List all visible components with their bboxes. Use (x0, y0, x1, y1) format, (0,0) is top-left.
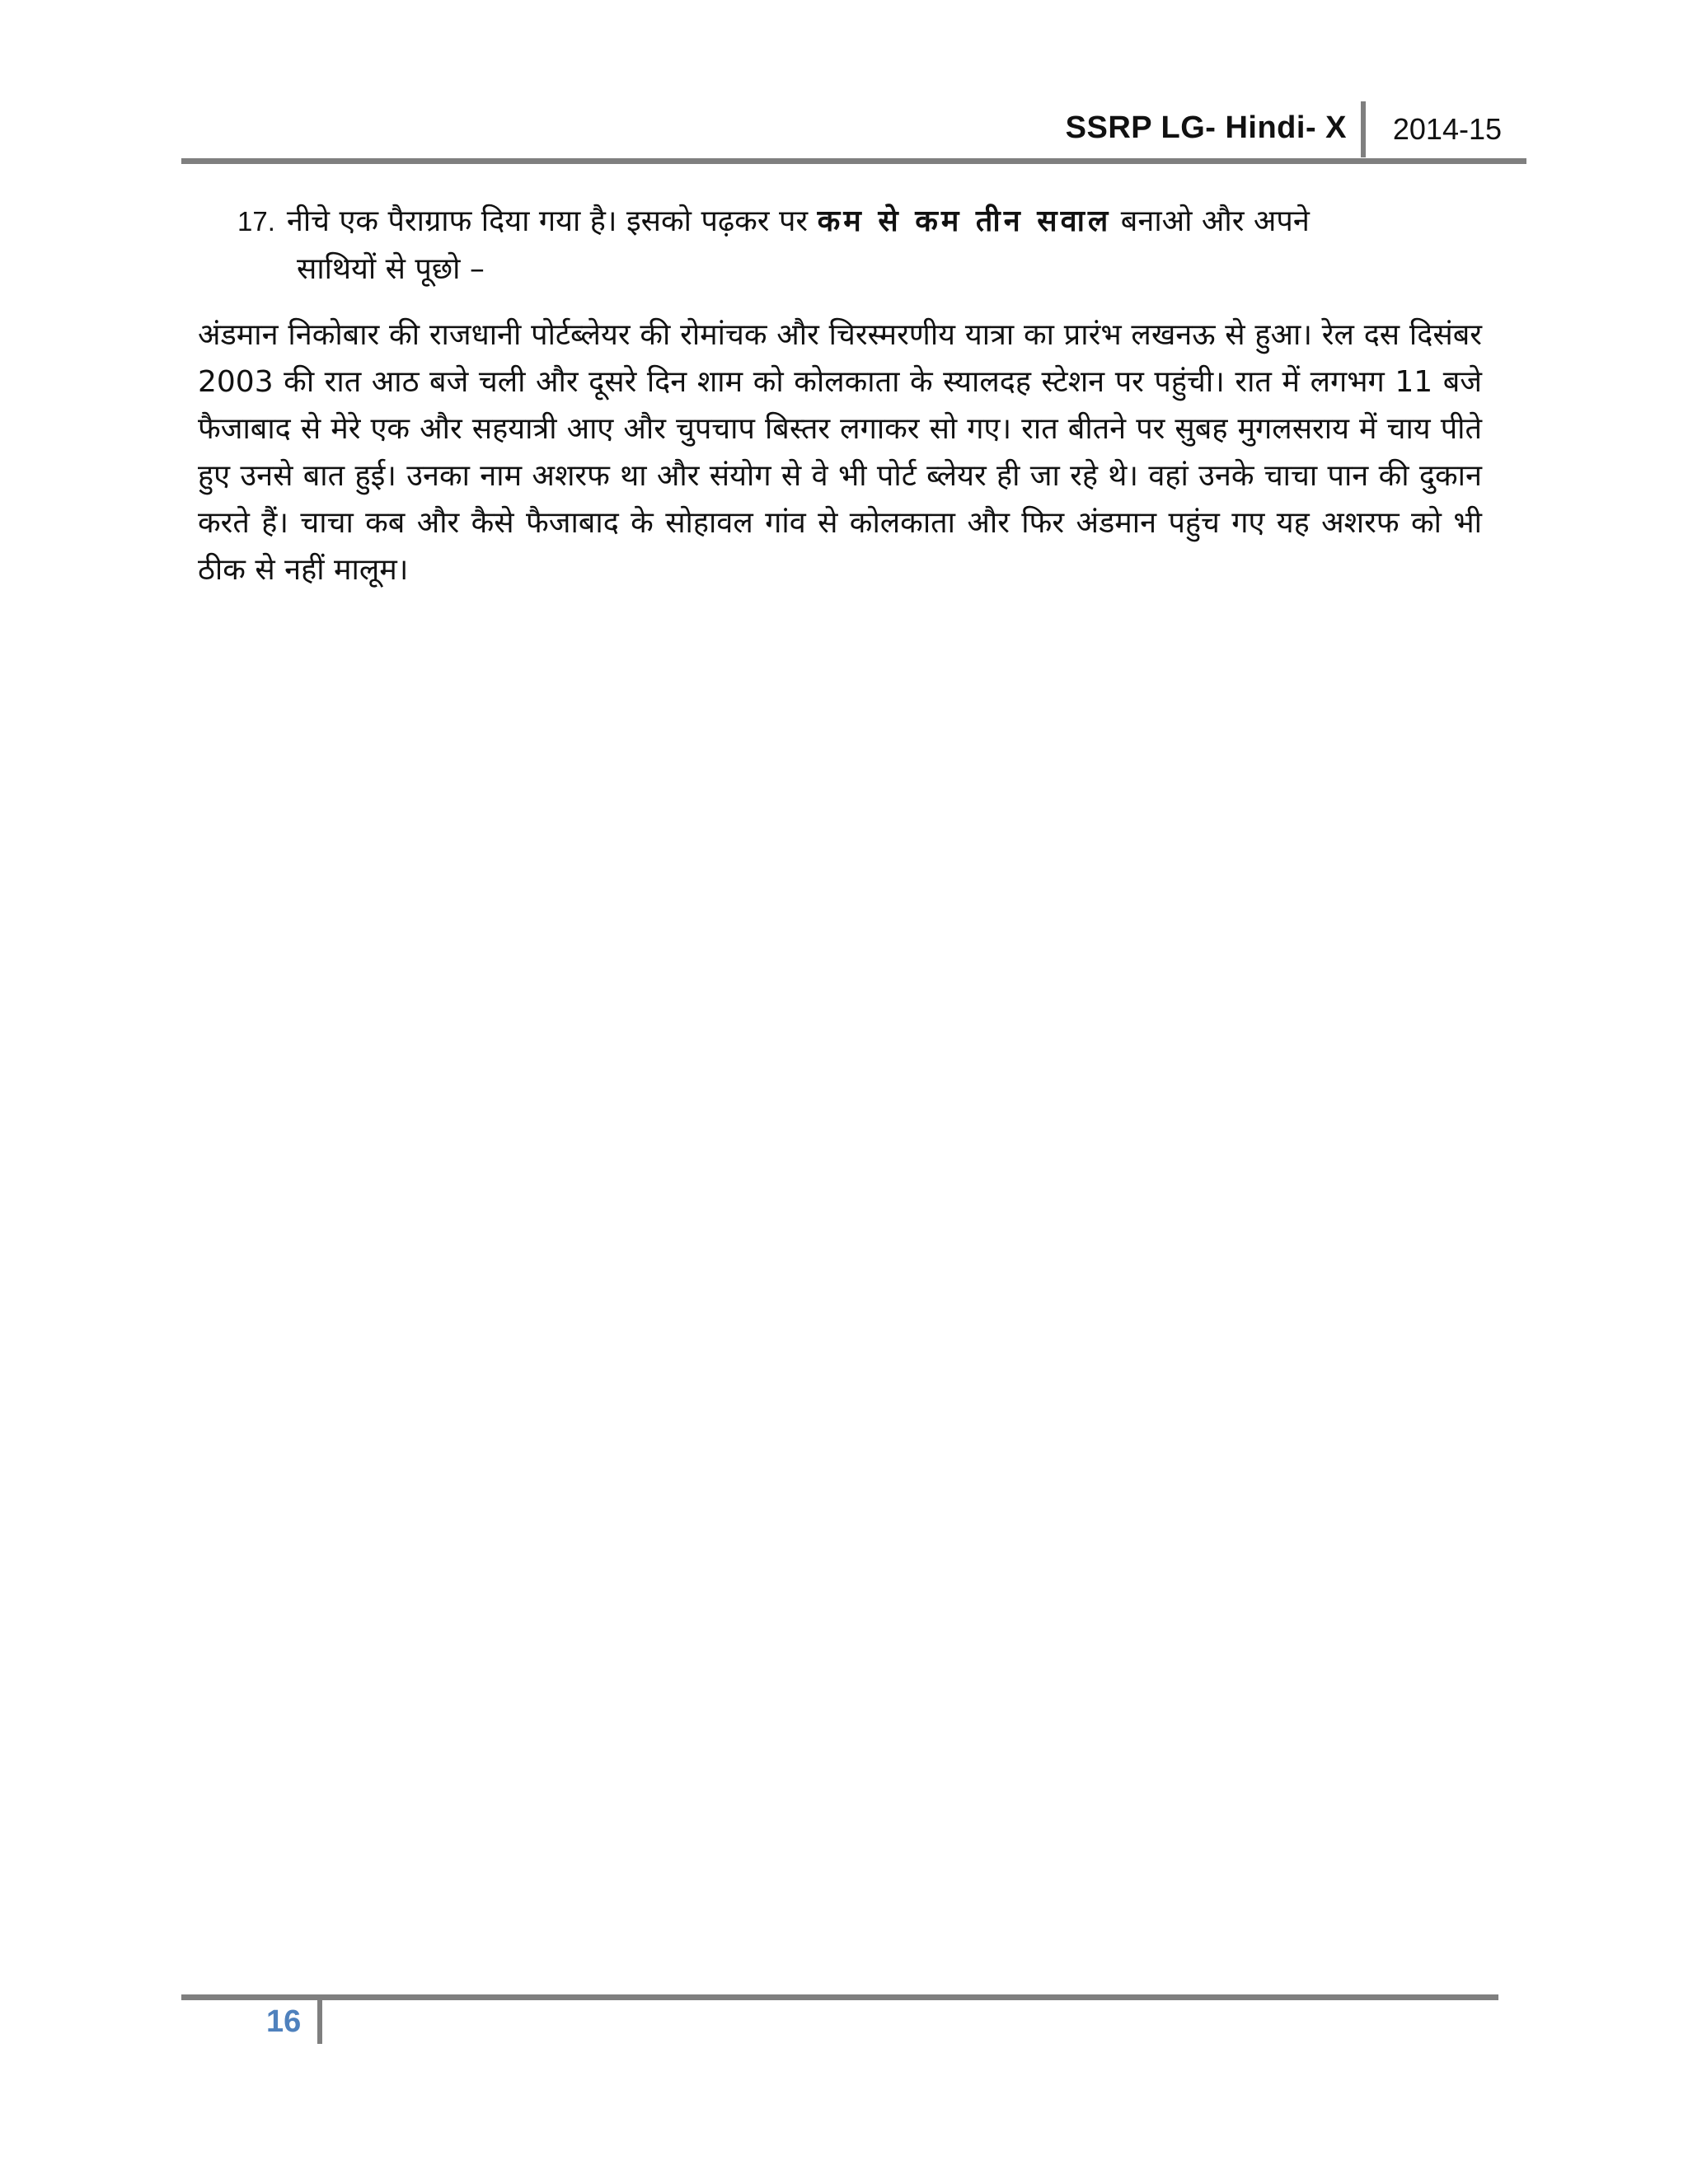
footer-separator (317, 1998, 322, 2044)
page-number: 16 (266, 2004, 302, 2039)
question-text-before: नीचे एक पैराग्राफ दिया गया है। इसको पढ़कर पर (286, 204, 809, 238)
document-year: 2014-15 (1392, 112, 1502, 146)
question-text-after: बनाओ और अपने (1120, 204, 1310, 238)
question-17 (237, 198, 1482, 293)
question-number: 17. (237, 206, 275, 237)
footer-rule (181, 1994, 1498, 2000)
page-header (181, 105, 1526, 163)
header-rule (181, 158, 1526, 164)
header-separator (1361, 101, 1366, 157)
question-text-line2: साथियों से पूछो – (297, 252, 485, 286)
question-text-bold: कम से कम तीन सवाल (817, 204, 1112, 238)
passage-paragraph: अंडमान निकोबार की राजधानी पोर्टब्लेयर की रोमांचक और चिरस्मरणीय यात्रा का प्रारंभ लखनऊ से हुआ। रेल दस दिसंबर 2003 की रात आठ बजे चली और दूसरे दिन शाम को कोलकाता के स्यालदह स्टेशन पर पहुंची। रात में लगभग 11 बजे फैजाबाद से मेरे एक और सहयात्री आए और चुपचाप बिस्तर लगाकर सो गए। रात बीतने पर सुबह मुगलसराय में चाय पीते हुए उनसे बात हुई। उनका नाम अशरफ था और संयोग से वे भी पोर्ट ब्लेयर ही जा रहे थे। वहां उनके चाचा पान की दुकान करते हैं। चाचा कब और कैसे फैजाबाद के सोहावल गांव से कोलकाता और फिर अंडमान पहुंच गए यह अशरफ को भी ठीक से नहीं मालूम। (198, 318, 1482, 587)
document-title: SSRP LG- Hindi- X (1065, 110, 1347, 145)
